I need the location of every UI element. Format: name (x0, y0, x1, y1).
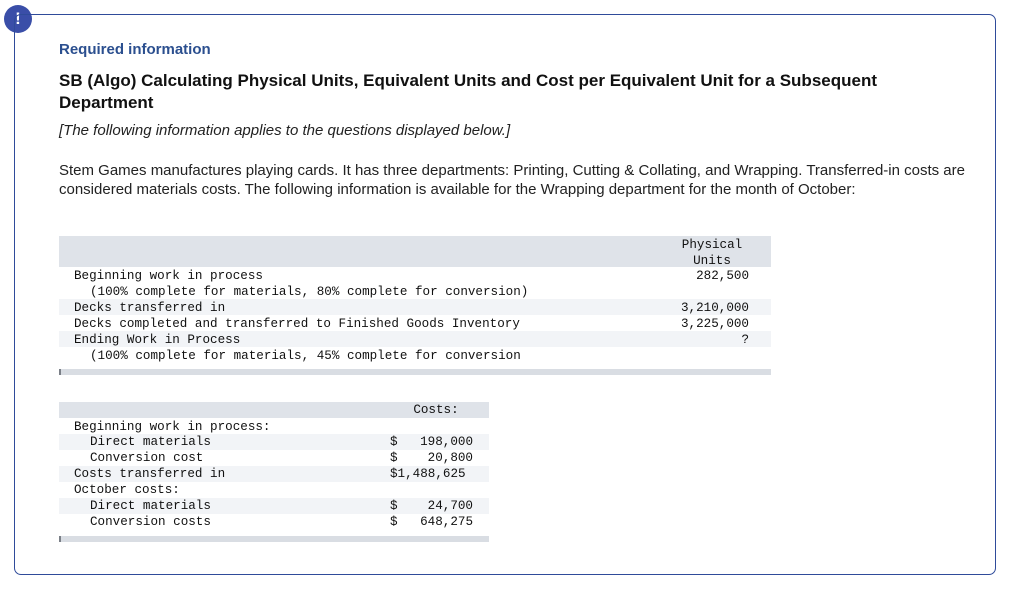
table-row-value: 282,500 (696, 269, 749, 283)
table-row-value: 20,800 (427, 451, 473, 465)
required-information-heading: Required information (59, 41, 211, 58)
table-row-value: 198,000 (420, 435, 473, 449)
table-footer-bar (59, 536, 489, 542)
table-row-label: Beginning work in process (74, 269, 263, 283)
table-row-value: 3,210,000 (680, 301, 749, 315)
table-row-label: Decks transferred in (74, 301, 226, 315)
table-row-label: Conversion cost (90, 451, 204, 465)
table-header-bar (59, 236, 771, 267)
currency-symbol: $ (390, 499, 398, 513)
table-row-label: (100% complete for materials, 45% complete for conversion (90, 349, 521, 363)
problem-description: Stem Games manufactures playing cards. It has three departments: Printing, Cutting & Collating, and Wrapping. Transferred-in costs are considered materials costs. The following information is available for the Wrapping department for the month of October: (59, 162, 965, 198)
table-row-label: Costs transferred in (74, 467, 226, 481)
table-row-label: (100% complete for materials, 80% complete for conversion) (90, 285, 529, 299)
table-row-label: Conversion costs (90, 515, 211, 529)
currency-symbol: $ (390, 515, 398, 529)
table-row-value: $1,488,625 (390, 467, 466, 481)
physical-units-table (59, 236, 771, 376)
physical-units-header: Physical Units (681, 238, 743, 268)
currency-symbol: $ (390, 451, 398, 465)
table-row-label: Decks completed and transferred to Finished Goods Inventory (74, 317, 520, 331)
problem-title: SB (Algo) Calculating Physical Units, Equivalent Units and Cost per Equivalent Unit for a Subsequent Department (59, 71, 877, 112)
table-row-value: ? (741, 333, 749, 347)
table-footer-bar (59, 369, 771, 375)
table-row-value: 648,275 (420, 515, 473, 529)
table-row-label: Beginning work in process: (74, 420, 271, 434)
currency-symbol: $ (390, 435, 398, 449)
alert-icon: ! (4, 5, 32, 33)
table-row-label: Direct materials (90, 499, 211, 513)
table-row-value: 3,225,000 (680, 317, 749, 331)
costs-table (59, 402, 489, 544)
table-row-label: Ending Work in Process (74, 333, 241, 347)
costs-header: Costs: (413, 403, 459, 417)
table-row-label: October costs: (74, 483, 180, 497)
table-row-label: Direct materials (90, 435, 211, 449)
table-row-value: 24,700 (427, 499, 473, 513)
info-note: [The following information applies to the questions displayed below.] (59, 122, 511, 139)
